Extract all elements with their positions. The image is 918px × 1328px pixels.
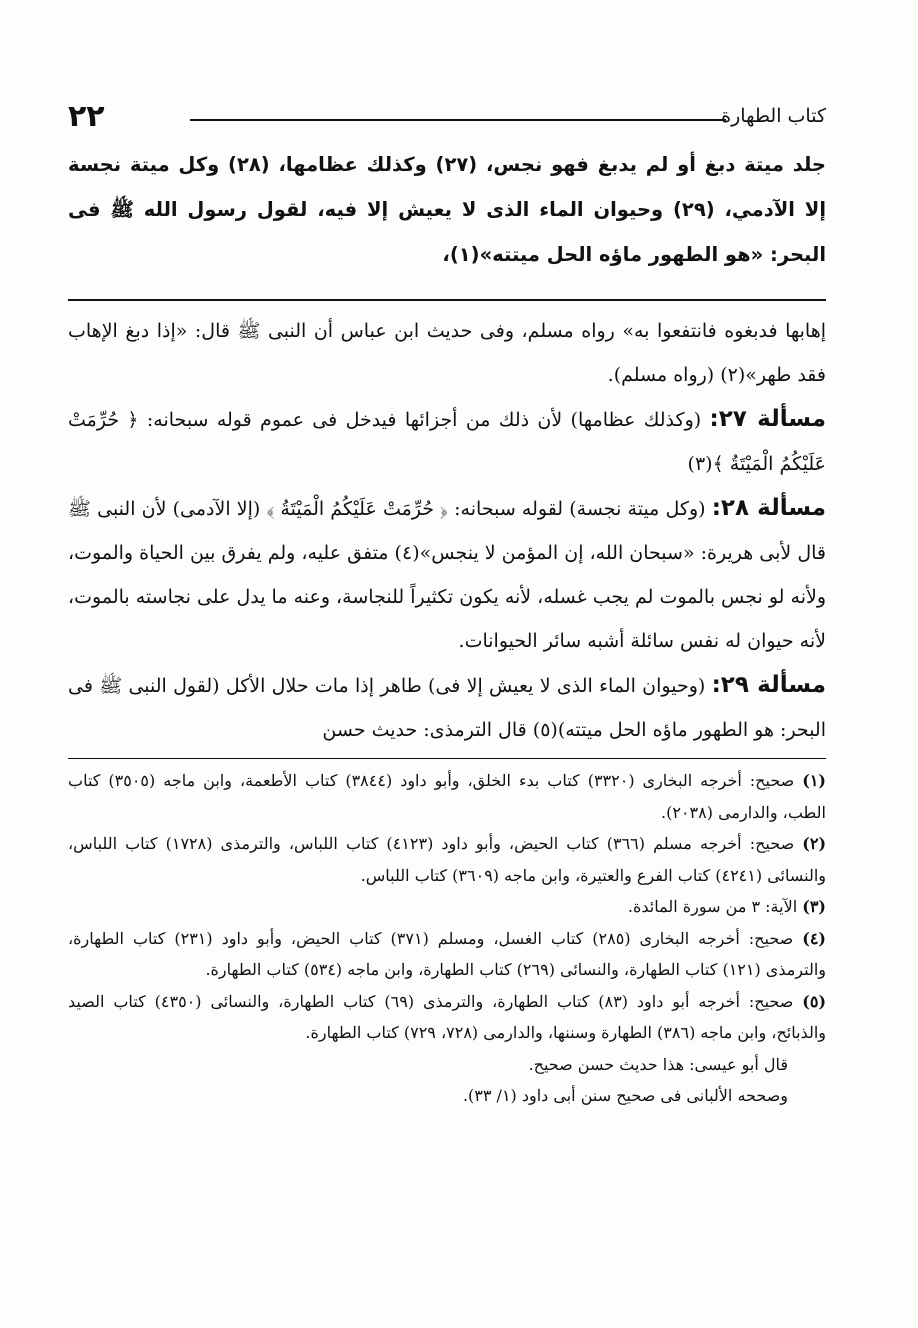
matn-text: جلد ميتة دبغ أو لم يدبغ فهو نجس، (٢٧) وكذلك عظامها، (٢٨) وكل ميتة نجسة إلا الآدمي، (٢٩) وحيوان الماء الذى لا يعيش إلا فيه، لقول رسول الله ﷺ فى البحر: «هو الطهور ماؤه الحل ميتته»(١)، (68, 153, 826, 266)
footnote-number: (٥) (802, 991, 827, 1011)
footnote-divider (68, 758, 826, 759)
footnote-text: صحيح: أخرجه أبو داود (٨٣) كتاب الطهارة، والترمذى (٦٩) كتاب الطهارة، والنسائى (٤٣٥٠) كتاب الصيد والذبائح، وابن ماجه (٣٨٦) الطهارة وسننها، والدارمى (٧٢٨، ٧٢٩) كتاب الطهارة. (68, 991, 826, 1042)
footnote-3 (68, 891, 826, 923)
masala-28-label: مسألة ٢٨: (711, 495, 826, 521)
masala-29-label: مسألة ٢٩: (711, 672, 826, 698)
footnote-text: الآية: ٣ من سورة المائدة. (627, 897, 798, 916)
main-divider (68, 299, 826, 301)
header-rule (190, 119, 726, 121)
book-title: كتاب الطهارة (721, 105, 826, 127)
masala-27-text: (وكذلك عظامها) لأن ذلك من أجزائها فيدخل فى عموم قوله سبحانه: ﴿ حُرِّمَتْ عَلَيْكُمُ الْمَيْتَةُ ﴾(٣) (68, 409, 826, 475)
footnote-5 (68, 986, 826, 1049)
masala-28 (68, 486, 826, 663)
footnote-number: (٣) (802, 897, 826, 916)
page (68, 96, 826, 1112)
masala-27-label: مسألة ٢٧: (709, 406, 826, 432)
footnote-extra-1: قال أبو عيسى: هذا حديث حسن صحيح. (528, 1054, 788, 1074)
masala-28-text: (وكل ميتة نجسة) لقوله سبحانه: ﴿ حُرِّمَتْ عَلَيْكُمُ الْمَيْتَةُ ﴾ (إلا الآدمى) لأن النبى ﷺ قال لأبى هريرة: «سبحان الله، إن المؤمن لا ينجس»(٤) متفق عليه، ولم يفرق بين الحياة والموت، ولأنه لو نجس بالموت لم يجب غسله، لأنه يكون تكثيراً للنجاسة، وعنه ما يدل على نجاسته بالموت، لأنه حيوان له نفس سائلة أشبه سائر الحيوانات. (68, 498, 827, 652)
footnote-number: (٤) (802, 928, 826, 948)
footnote-2 (68, 828, 826, 891)
masala-29-text: (وحيوان الماء الذى لا يعيش إلا فى) طاهر إذا مات حلال الأكل (لقول النبى ﷺ فى البحر: هو الطهور ماؤه الحل ميتته)(٥) قال الترمذى: حديث حسن (68, 675, 826, 741)
page-number: ٢٢ (68, 98, 105, 134)
footnote-number: (٢) (802, 834, 827, 853)
footnote-text: صحيح: أخرجه البخارى (٣٣٢٠) كتاب بدء الخلق، وأبو داود (٣٨٤٤) كتاب الأطعمة، وابن ماجه (٣٥٠٥) كتاب الطب، والدارمى (٢٠٣٨). (68, 771, 826, 822)
footnote-text: صحيح: أخرجه البخارى (٢٨٥) كتاب الغسل، ومسلم (٣٧١) كتاب الحيض، وأبو داود (٢٣١) كتاب الطهارة، والترمذى (١٢١) كتاب الطهارة، والنسائى (٢٦٩) كتاب الطهارة، وابن ماجه (٥٣٤) كتاب الطهارة. (68, 928, 826, 979)
commentary (68, 309, 826, 752)
footnote-1 (68, 765, 826, 828)
footnote-text: صحيح: أخرجه مسلم (٣٦٦) كتاب الحيض، وأبو داود (٤١٢٣) كتاب اللباس، والترمذى (١٧٢٨) كتاب اللباس، والنسائى (٤٢٤١) كتاب الفرع والعتيرة، وابن ماجه (٣٦٠٩) كتاب اللباس. (68, 834, 826, 885)
footnote-number: (١) (802, 771, 826, 790)
page-header (68, 96, 826, 136)
masala-27 (68, 397, 826, 486)
commentary-intro: إهابها فدبغوه فانتفعوا به» رواه مسلم، وفى حديث ابن عباس أن النبى ﷺ قال: «إذا دبغ الإهاب فقد طهر»(٢) (رواه مسلم). (68, 320, 826, 386)
footnote-4 (68, 923, 826, 986)
masala-29 (68, 663, 826, 752)
footnote-extra-2: وصححه الألبانى فى صحيح سنن أبى داود (١/ ٣٣). (462, 1086, 788, 1105)
footnotes (68, 765, 826, 1112)
